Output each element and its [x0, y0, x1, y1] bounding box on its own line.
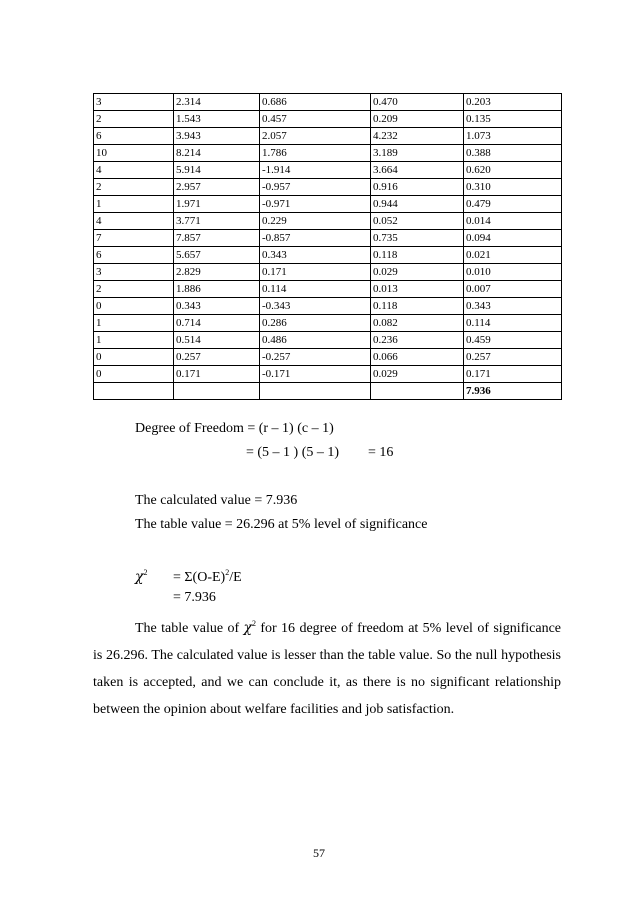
table-cell: 0.114	[260, 281, 371, 298]
table-cell: 0.944	[371, 196, 464, 213]
table-cell: 0.388	[464, 145, 562, 162]
table-row	[94, 247, 562, 264]
table-cell: 0.257	[464, 349, 562, 366]
table-cell: 0.029	[371, 264, 464, 281]
table-value: The table value = 26.296 at 5% level of significance	[135, 517, 428, 532]
page-number: 57	[313, 846, 325, 860]
table-cell: 0.457	[260, 111, 371, 128]
table-cell: 0.470	[371, 94, 464, 111]
calculated-value: The calculated value = 7.936	[135, 493, 298, 508]
chi-square-formula	[173, 564, 242, 587]
table-row	[94, 366, 562, 383]
table-cell: 0.118	[371, 247, 464, 264]
table-cell: 2	[94, 179, 174, 196]
table-cell: 4	[94, 213, 174, 230]
table-cell: 0.010	[464, 264, 562, 281]
degree-of-freedom-formula: Degree of Freedom = (r – 1) (c – 1)	[135, 421, 334, 436]
table-cell: -0.343	[260, 298, 371, 315]
table-cell: 7.857	[174, 230, 260, 247]
table-row	[94, 298, 562, 315]
table-cell-empty	[94, 383, 174, 400]
table-row	[94, 179, 562, 196]
table-cell: 3.771	[174, 213, 260, 230]
table-cell: -1.914	[260, 162, 371, 179]
table-cell: 0.735	[371, 230, 464, 247]
table-cell: 0.066	[371, 349, 464, 366]
table-cell: 1.073	[464, 128, 562, 145]
chi-square-result: = 7.936	[173, 590, 216, 605]
table-cell: 0.310	[464, 179, 562, 196]
table-cell: 0.486	[260, 332, 371, 349]
table-cell: 0.052	[371, 213, 464, 230]
table-cell: 0.118	[371, 298, 464, 315]
table-cell: 2.829	[174, 264, 260, 281]
table-cell: 0.343	[464, 298, 562, 315]
table-row	[94, 128, 562, 145]
table-cell: 3	[94, 264, 174, 281]
chi-square-symbol	[135, 564, 147, 587]
table-cell: 0	[94, 366, 174, 383]
table-total-value: 7.936	[464, 383, 562, 400]
conclusion-chi-superscript: 2	[251, 619, 256, 628]
table-cell: 0.007	[464, 281, 562, 298]
table-cell: 2	[94, 111, 174, 128]
table-row	[94, 332, 562, 349]
table-cell: 5.657	[174, 247, 260, 264]
table-cell: 0.236	[371, 332, 464, 349]
table-cell: -0.957	[260, 179, 371, 196]
table-cell: 0.916	[371, 179, 464, 196]
table-cell: 1.786	[260, 145, 371, 162]
table-row	[94, 196, 562, 213]
table-cell: 0.209	[371, 111, 464, 128]
table-cell: -0.257	[260, 349, 371, 366]
chi-superscript: 2	[143, 568, 148, 577]
table-cell: 0.714	[174, 315, 260, 332]
table-cell: -0.971	[260, 196, 371, 213]
table-cell: 1.543	[174, 111, 260, 128]
table-cell: 0.620	[464, 162, 562, 179]
table-cell: 3.189	[371, 145, 464, 162]
table-cell: 0.029	[371, 366, 464, 383]
table-cell: 0.343	[260, 247, 371, 264]
table-cell: 0.094	[464, 230, 562, 247]
degree-of-freedom-result: = 16	[368, 445, 394, 460]
table-row	[94, 94, 562, 111]
table-row	[94, 162, 562, 179]
chi-square-table	[93, 93, 562, 400]
table-cell: 6	[94, 128, 174, 145]
table-cell: 0.459	[464, 332, 562, 349]
table-cell: 0.686	[260, 94, 371, 111]
table-cell: 8.214	[174, 145, 260, 162]
table-row	[94, 349, 562, 366]
table-cell-empty	[174, 383, 260, 400]
table-cell: 0.135	[464, 111, 562, 128]
conclusion-paragraph	[93, 610, 561, 723]
table-row	[94, 264, 562, 281]
table-cell: 0.203	[464, 94, 562, 111]
table-cell: -0.171	[260, 366, 371, 383]
table-cell: 1.886	[174, 281, 260, 298]
table-cell: 2.957	[174, 179, 260, 196]
formula-post: /E	[229, 570, 242, 585]
table-cell: 1.971	[174, 196, 260, 213]
table-cell-empty	[371, 383, 464, 400]
table-cell: 7	[94, 230, 174, 247]
table-cell: 2	[94, 281, 174, 298]
table-cell: 0	[94, 298, 174, 315]
table-cell: 1	[94, 332, 174, 349]
table-cell: 1	[94, 315, 174, 332]
degree-of-freedom-calculation: = (5 – 1 ) (5 – 1)	[246, 445, 340, 460]
table-cell: 0.014	[464, 213, 562, 230]
table-cell: 0.114	[464, 315, 562, 332]
table-row	[94, 315, 562, 332]
table-cell: 4	[94, 162, 174, 179]
table-cell: 0.082	[371, 315, 464, 332]
conclusion-chi-letter: χ	[243, 620, 252, 636]
table-cell: 10	[94, 145, 174, 162]
table-cell-empty	[260, 383, 371, 400]
table-row	[94, 111, 562, 128]
conclusion-pre: The table value of	[135, 621, 244, 636]
table-cell: 4.232	[371, 128, 464, 145]
table-cell: 0.514	[174, 332, 260, 349]
table-cell: 0.171	[260, 264, 371, 281]
table-row	[94, 213, 562, 230]
table-cell: 3.664	[371, 162, 464, 179]
table-cell: 0.479	[464, 196, 562, 213]
table-cell: 3	[94, 94, 174, 111]
formula-pre: = Σ(O-E)	[173, 570, 226, 585]
table-cell: 0.013	[371, 281, 464, 298]
table-total-row	[94, 383, 562, 400]
table-row	[94, 145, 562, 162]
table-cell: 0.021	[464, 247, 562, 264]
table-cell: 2.314	[174, 94, 260, 111]
table-cell: 0.171	[464, 366, 562, 383]
table-cell: 6	[94, 247, 174, 264]
table-cell: 0.286	[260, 315, 371, 332]
table-row	[94, 281, 562, 298]
table-cell: 2.057	[260, 128, 371, 145]
table-cell: 0.343	[174, 298, 260, 315]
table-cell: 0.171	[174, 366, 260, 383]
table-cell: 5.914	[174, 162, 260, 179]
table-cell: 0	[94, 349, 174, 366]
formula-superscript: 2	[225, 568, 230, 577]
chi-letter: χ	[135, 569, 144, 585]
table-cell: 0.257	[174, 349, 260, 366]
table-row	[94, 230, 562, 247]
table-cell: 3.943	[174, 128, 260, 145]
chi-square-table-body	[94, 94, 562, 400]
conclusion-body: for 16 degree of freedom at 5% level of significance is 26.296. The calculated value is lesser than the table value. So the null hypothesis taken is accepted, and we can conclude it, as there is no significant relationship between the opinion about welfare facilities and job satisfaction.	[93, 621, 561, 717]
table-cell: -0.857	[260, 230, 371, 247]
table-cell: 1	[94, 196, 174, 213]
table-cell: 0.229	[260, 213, 371, 230]
